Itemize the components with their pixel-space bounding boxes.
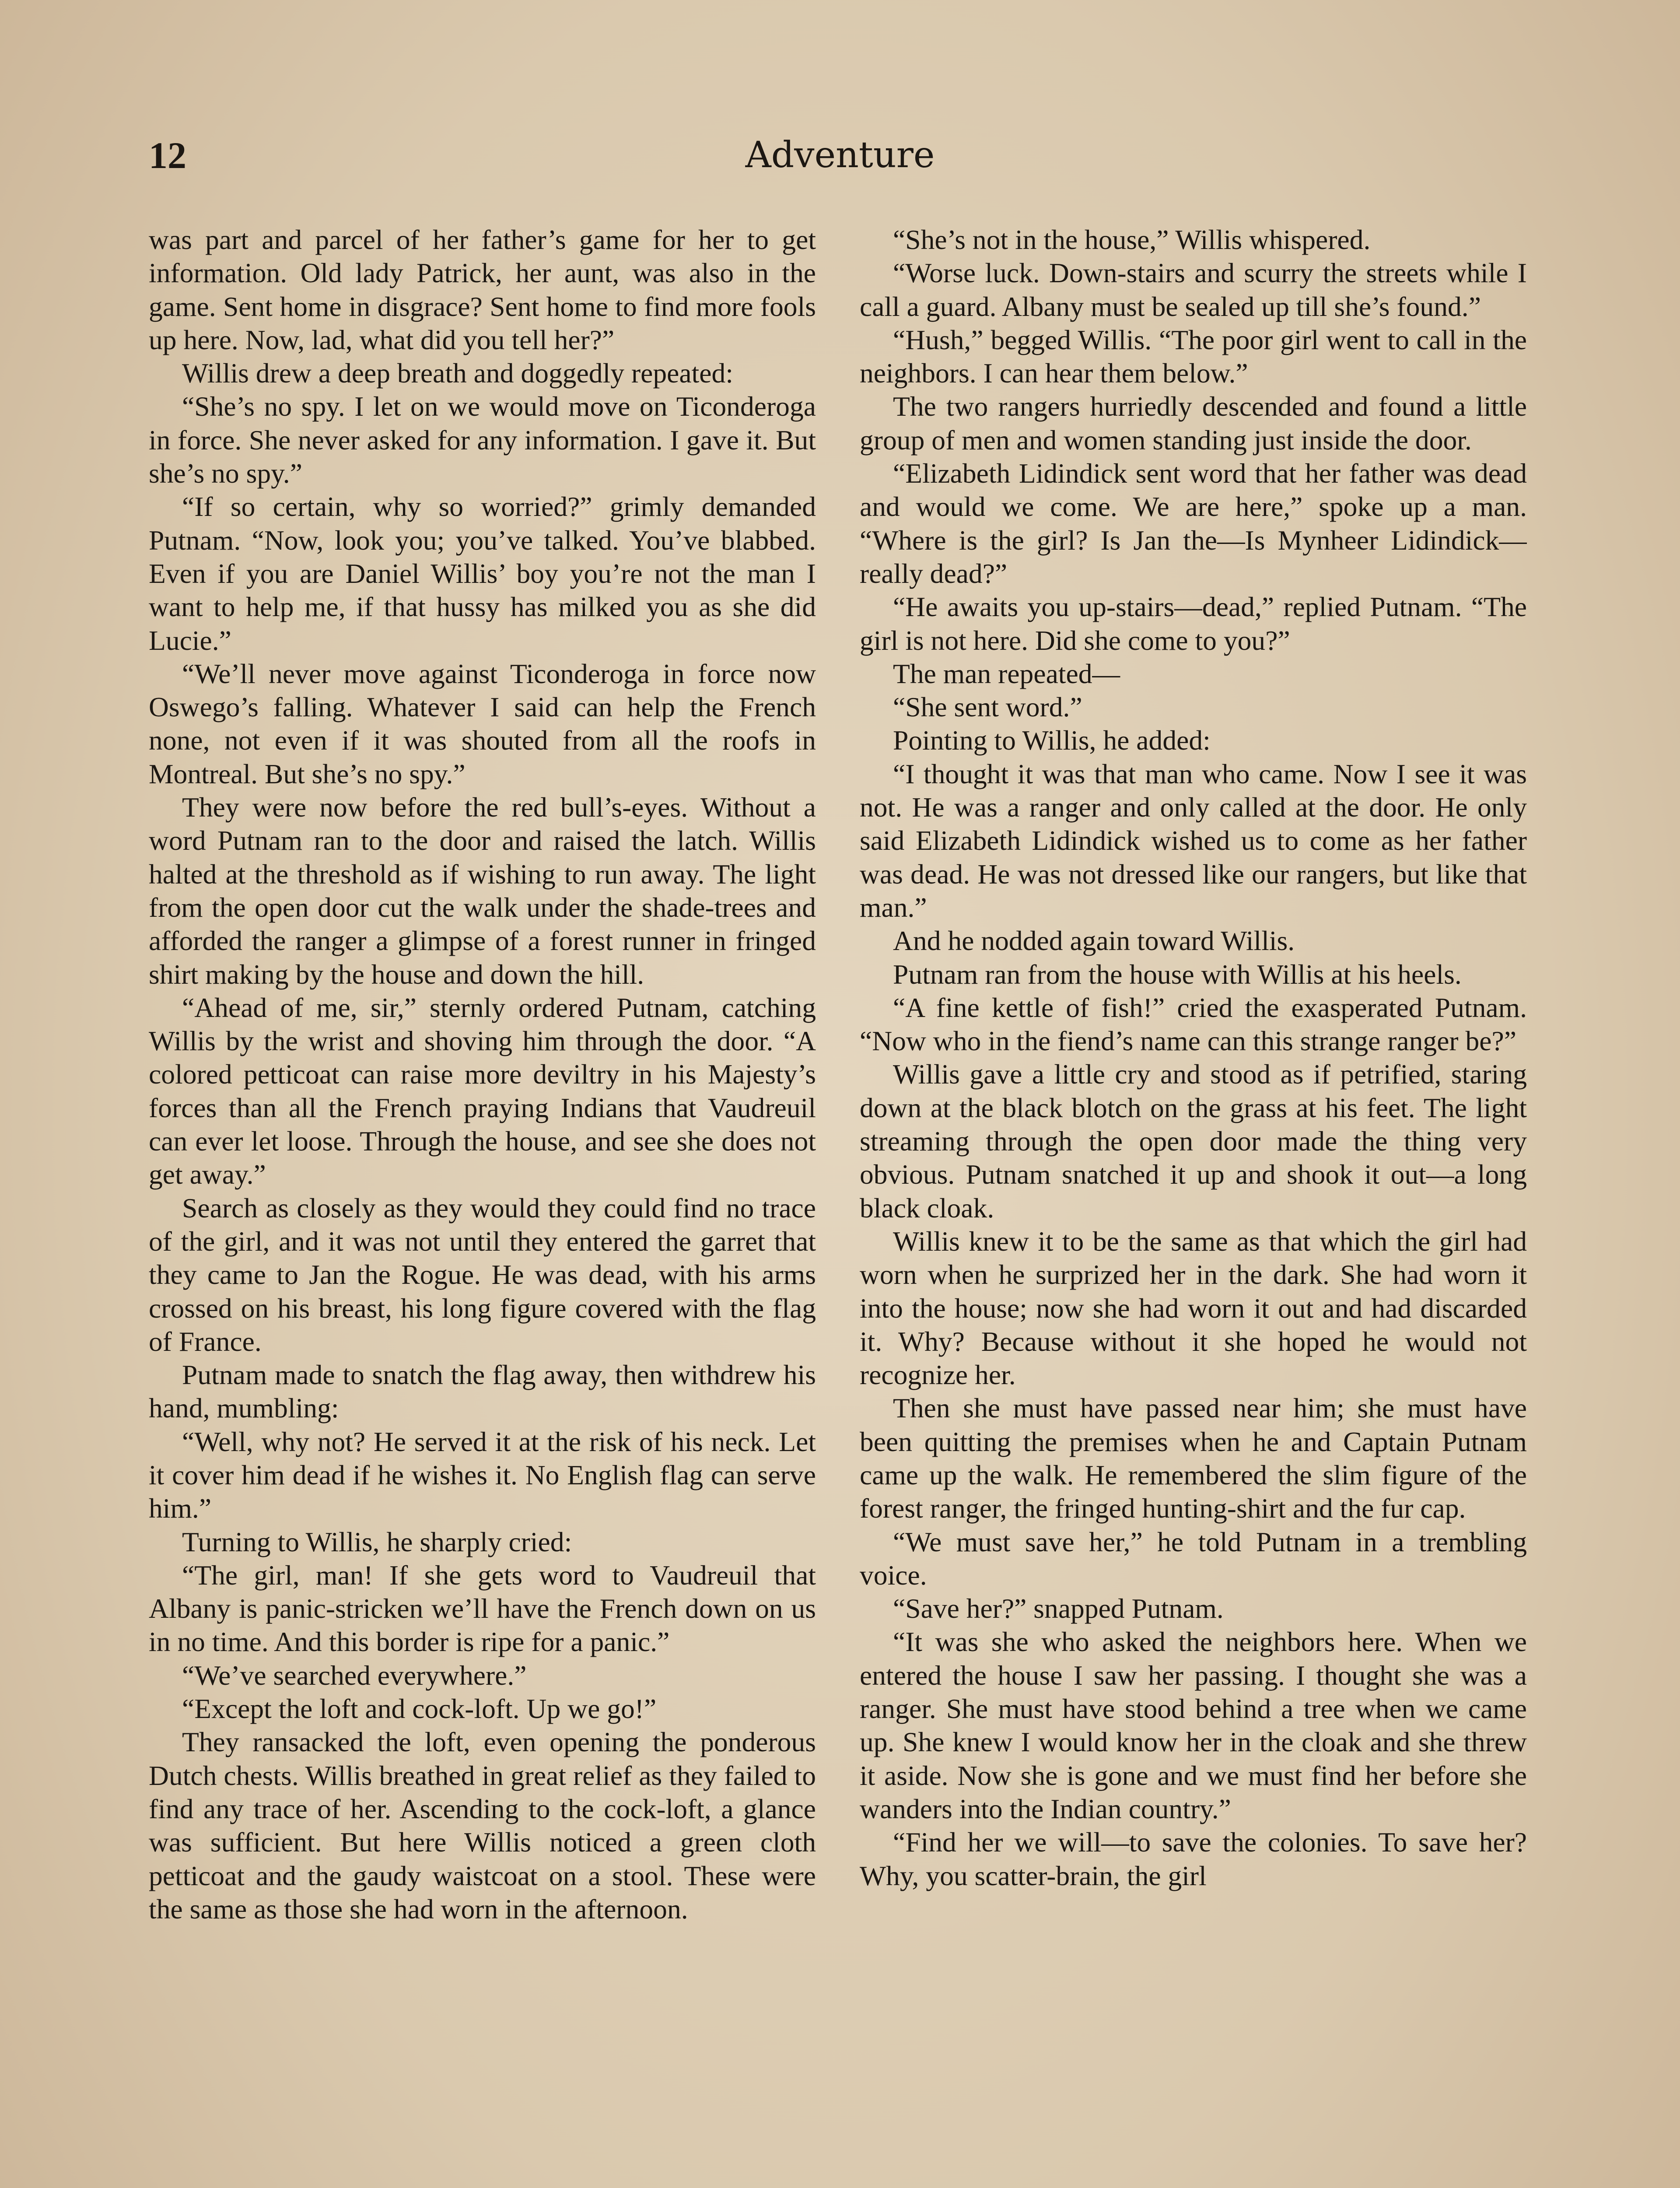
body-paragraph: Putnam ran from the house with Willis at his heels.: [893, 958, 1462, 990]
body-paragraph: “If so certain, why so worried?” grimly demanded Putnam. “Now, look you; you’ve talked. You’ve blabbed. Even if you are Daniel Willis’ boy you’re not the man I want to help me, if that hussy has milked you as she did Lucie.”: [149, 491, 816, 656]
body-paragraph: “It was she who asked the neighbors here. When we entered the house I saw her passing. I thought she was a ranger. She must have stood behind a tree when we came up. She knew I would know her in the cloak and she threw it aside. Now she is gone and we must find her before she wanders into the Indian country.”: [860, 1626, 1527, 1824]
body-paragraph: “He awaits you up-stairs—dead,” replied Putnam. “The girl is not here. Did she come to you?”: [860, 591, 1527, 656]
page-header: [149, 127, 1531, 184]
body-paragraph: “Hush,” begged Willis. “The poor girl went to call in the neighbors. I can hear them below.”: [860, 324, 1527, 389]
body-paragraph: “We’ve searched everywhere.”: [182, 1659, 527, 1691]
body-paragraph: “Ahead of me, sir,” sternly ordered Putnam, catching Willis by the wrist and shoving him through the door. “A colored petticoat can raise more deviltry in his Majesty’s forces than all the French praying Indians that Vaudreuil can ever let loose. Through the house, and see she does not get away.”: [149, 992, 816, 1190]
body-paragraph: “Well, why not? He served it at the risk of his neck. Let it cover him dead if he wishes it. No English flag can serve him.”: [149, 1426, 816, 1524]
body-paragraph: “A fine kettle of fish!” cried the exasperated Putnam. “Now who in the fiend’s name can this strange ranger be?”: [860, 992, 1527, 1057]
body-paragraph: “She sent word.”: [893, 691, 1082, 723]
body-paragraph: “Elizabeth Lidindick sent word that her father was dead and would we come. We are here,” spoke up a man. “Where is the girl? Is Jan the—Is Mynheer Lidindick—really dead?”: [860, 458, 1527, 589]
body-paragraph: “She’s not in the house,” Willis whispered.: [893, 224, 1371, 255]
body-paragraph: “Worse luck. Down-stairs and scurry the streets while I call a guard. Albany must be sealed up till she’s found.”: [860, 257, 1527, 322]
body-paragraph: “Save her?” snapped Putnam.: [893, 1593, 1224, 1624]
body-paragraph: And he nodded again toward Willis.: [893, 925, 1295, 957]
body-paragraph: “Find her we will—to save the colonies. To save her? Why, you scatter-brain, the girl: [860, 1827, 1527, 1891]
body-paragraph: Willis knew it to be the same as that which the girl had worn when he surprized her in the dark. She had worn it into the house; now she had worn it out and had discarded it. Why? Because without it she hoped he would not recognize her.: [860, 1225, 1527, 1391]
body-paragraph: “I thought it was that man who came. Now I see it was not. He was a ranger and only called at the door. He only said Elizabeth Lidindick wished us to come as her father was dead. He was not dressed like our rangers, but like that man.”: [860, 758, 1527, 923]
body-paragraph: Putnam made to snatch the flag away, then withdrew his hand, mumbling:: [149, 1359, 816, 1424]
right-text-column: [860, 223, 1527, 2188]
body-paragraph: They were now before the red bull’s-eyes. Without a word Putnam ran to the door and raised the latch. Willis halted at the threshold as if wishing to run away. The light from the open door cut the walk under the shade-trees and afforded the ranger a glimpse of a forest runner in fringed shirt making by the house and down the hill.: [149, 792, 816, 990]
body-paragraph: was part and parcel of her father’s game for her to get information. Old lady Patrick, her aunt, was also in the game. Sent home in disgrace? Sent home to find more fools up here. Now, lad, what did you tell her?”: [149, 224, 816, 355]
body-paragraph: Pointing to Willis, he added:: [893, 725, 1211, 756]
body-paragraph: Turning to Willis, he sharply cried:: [182, 1526, 572, 1557]
body-paragraph: Willis drew a deep breath and doggedly repeated:: [182, 358, 733, 389]
running-title: Adventure: [745, 134, 935, 176]
body-paragraph: “She’s no spy. I let on we would move on Ticonderoga in force. She never asked for any information. I gave it. But she’s no spy.”: [149, 391, 816, 489]
body-paragraph: The man repeated—: [893, 658, 1120, 689]
body-paragraph: They ransacked the loft, even opening the ponderous Dutch chests. Willis breathed in great relief as they failed to find any trace of her. Ascending to the cock-loft, a glance was sufficient. But here Willis noticed a green cloth petticoat and the gaudy waistcoat on a stool. These were the same as those she had worn in the afternoon.: [149, 1726, 816, 1925]
body-paragraph: “We must save her,” he told Putnam in a trembling voice.: [860, 1526, 1527, 1591]
body-paragraph: The two rangers hurriedly descended and found a little group of men and women standing just inside the door.: [860, 391, 1527, 456]
body-paragraph: “The girl, man! If she gets word to Vaudreuil that Albany is panic-stricken we’ll have the French down on us in no time. And this border is ripe for a panic.”: [149, 1559, 816, 1658]
body-paragraph: “We’ll never move against Ticonderoga in force now Oswego’s falling. Whatever I said can help the French none, not even if it was shouted from all the roofs in Montreal. But she’s no spy.”: [149, 658, 816, 789]
left-text-column: [149, 223, 816, 2188]
page-number: 12: [149, 134, 186, 176]
body-paragraph: Willis gave a little cry and stood as if petrified, staring down at the black blotch on the grass at his feet. The light streaming through the open door made the thing very obvious. Putnam snatched it up and shook it out—a long black cloak.: [860, 1059, 1527, 1224]
body-paragraph: “Except the loft and cock-loft. Up we go!”: [182, 1693, 657, 1725]
body-paragraph: Then she must have passed near him; she must have been quitting the premises when he and Captain Putnam came up the walk. He remembered the slim figure of the forest ranger, the fringed hunting-shirt and the fur cap.: [860, 1392, 1527, 1524]
body-paragraph: Search as closely as they would they could find no trace of the girl, and it was not until they entered the garret that they came to Jan the Rogue. He was dead, with his arms crossed on his breast, his long figure covered with the flag of France.: [149, 1192, 816, 1357]
